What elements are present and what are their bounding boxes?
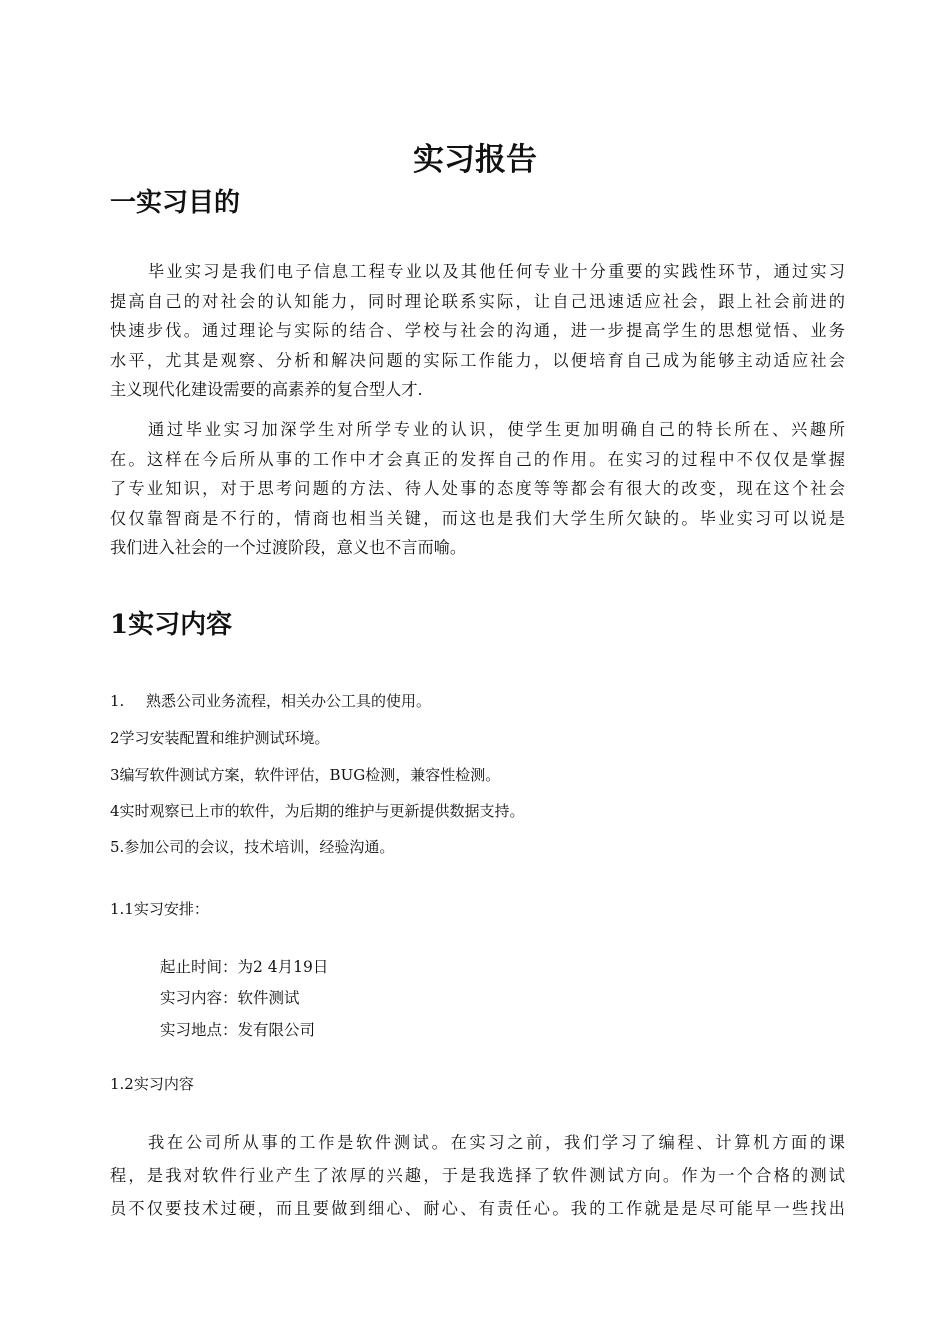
section-heading-content: 1实习内容 [110,610,233,640]
text-line: 水平，尤其是观察、分析和解决问题的实际工作能力，以便培育自己成为能够主动适应社会 [110,350,845,370]
list-item [110,727,330,749]
text-line: 快速步伐。通过理论与实际的结合、学校与社会的沟通，进一步提高学生的思想觉悟、业务 [110,321,845,340]
text-line: 提高自己的对社会的认知能力，同时理论联系实际，让自己迅速适应社会，跟上社会前进的 [110,291,845,311]
list-item-text: 5.参加公司的会议，技术培训，经验沟通。 [110,838,395,856]
list-item-text: 3编写软件测试方案，软件评估，BUG检测，兼容性检测。 [110,766,501,784]
text-line: 仅仅靠智商是不行的，情商也相当关键，而这也是我们大学生所欠缺的。毕业实习可以说是 [110,508,845,528]
list-item [110,800,525,822]
text-line: 员不仅要技术过硬，而且要做到细心、耐心、有责任心。我的工作就是是尽可能早一些找出 [110,1199,845,1218]
list-item-text: 2学习安装配置和维护测试环境。 [110,729,330,747]
detail-line-content: 实习内容：软件测试 [160,989,300,1007]
text-line: 我在公司所从事的工作是软件测试。在实习之前，我们学习了编程、计算机方面的课 [148,1133,845,1152]
list-item [110,764,500,786]
text-line: 通过毕业实习加深学生对所学专业的认识，使学生更加明确自己的特长所在、兴趣所 [148,420,845,439]
subsection-heading-schedule: 1.1实习安排： [110,900,209,918]
text-line: 主义现代化建设需要的高素养的复合型人才. [110,380,423,399]
detail-line-period: 起止时间：为2 4月19日 [160,958,329,976]
text-line: 在。这样在今后所从事的工作中才会真正的发挥自己的作用。在实习的过程中不仅仅是掌握 [110,449,845,469]
text-line: 程，是我对软件行业产生了浓厚的兴趣，于是我选择了软件测试方向。作为一个合格的测试 [110,1166,845,1185]
detail-line-location: 实习地点：发有限公司 [160,1021,316,1039]
paragraph-work [110,1126,845,1225]
section-heading-purpose: 一实习目的 [110,188,241,218]
list-item-text: 熟悉公司业务流程，相关办公工具的使用。 [146,692,432,710]
paragraph-purpose-1 [110,257,845,405]
list-item-number: 1. [110,692,125,710]
text-line: 毕业实习是我们电子信息工程专业以及其他任何专业十分重要的实践性环节，通过实习 [148,262,845,281]
paragraph-purpose-2 [110,415,845,563]
text-line: 我们进入社会的一个过渡阶段，意义也不言而喻。 [110,538,467,557]
page-title: 实习报告 [413,142,537,178]
text-line: 了专业知识，对于思考问题的方法、待人处事的态度等等都会有很大的改变，现在这个社会 [110,479,845,498]
subsection-heading-content: 1.2实习内容 [110,1075,194,1093]
list-item-text: 4实时观察已上市的软件，为后期的维护与更新提供数据支持。 [110,802,525,820]
list-item [110,690,431,712]
list-item [110,836,394,858]
